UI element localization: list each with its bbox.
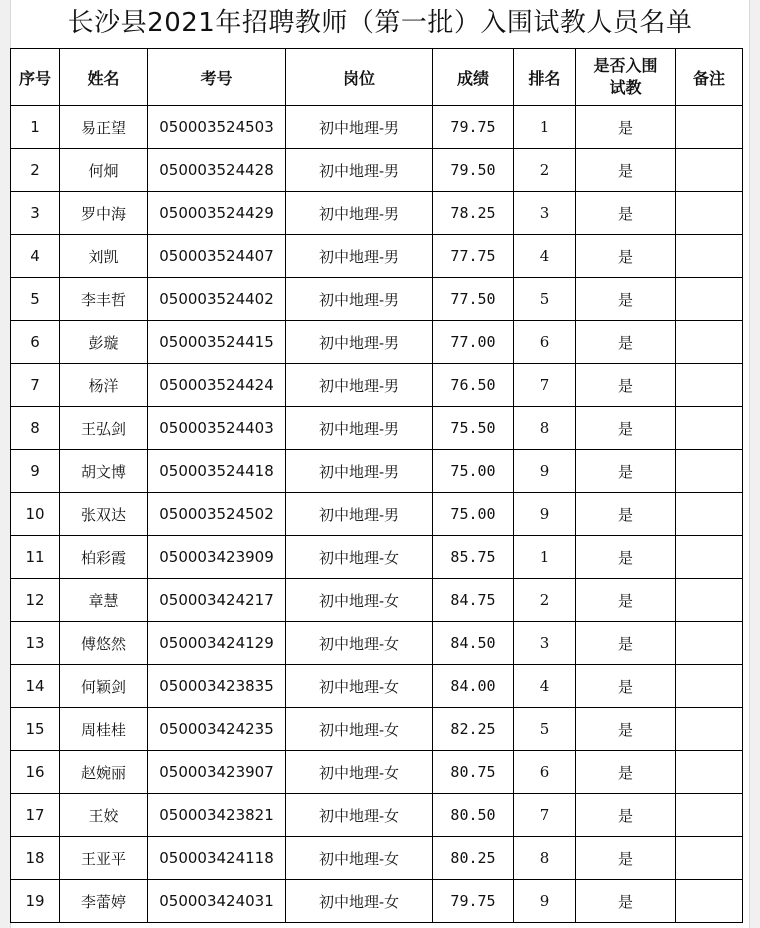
cell-index: 19: [11, 880, 60, 923]
cell-position: 初中地理-男: [286, 450, 433, 493]
cell-score: 84.00: [433, 665, 514, 708]
cell-name: 章慧: [60, 579, 148, 622]
cell-rank: 4: [514, 665, 576, 708]
cell-position: 初中地理-女: [286, 536, 433, 579]
cell-name: 何炯: [60, 149, 148, 192]
cell-score: 77.75: [433, 235, 514, 278]
table-row: [11, 192, 743, 235]
cell-rank: 9: [514, 493, 576, 536]
table-row: [11, 235, 743, 278]
cell-exam-no: 050003524403: [148, 407, 286, 450]
cell-index: 4: [11, 235, 60, 278]
cell-index: 6: [11, 321, 60, 364]
cell-score: 75.00: [433, 450, 514, 493]
cell-remarks: [676, 708, 743, 751]
cell-exam-no: 050003524429: [148, 192, 286, 235]
page-title: 长沙县2021年招聘教师（第一批）入围试教人员名单: [67, 8, 693, 38]
cell-shortlisted: 是: [576, 794, 676, 837]
right-margin: [749, 0, 760, 928]
cell-shortlisted: 是: [576, 665, 676, 708]
cell-name: 赵婉丽: [60, 751, 148, 794]
cell-index: 9: [11, 450, 60, 493]
cell-name: 周桂桂: [60, 708, 148, 751]
cell-rank: 5: [514, 278, 576, 321]
cell-score: 77.00: [433, 321, 514, 364]
cell-shortlisted: 是: [576, 192, 676, 235]
table-row: [11, 493, 743, 536]
cell-rank: 7: [514, 794, 576, 837]
header-rank: 排名: [514, 49, 576, 106]
cell-rank: 9: [514, 880, 576, 923]
table-row: [11, 579, 743, 622]
cell-remarks: [676, 450, 743, 493]
cell-exam-no: 050003424118: [148, 837, 286, 880]
cell-position: 初中地理-男: [286, 278, 433, 321]
cell-rank: 8: [514, 837, 576, 880]
table-row: [11, 149, 743, 192]
cell-shortlisted: 是: [576, 364, 676, 407]
cell-remarks: [676, 622, 743, 665]
cell-index: 5: [11, 278, 60, 321]
cell-index: 10: [11, 493, 60, 536]
cell-score: 84.50: [433, 622, 514, 665]
cell-exam-no: 050003423907: [148, 751, 286, 794]
cell-remarks: [676, 837, 743, 880]
cell-shortlisted: 是: [576, 708, 676, 751]
cell-shortlisted: 是: [576, 536, 676, 579]
cell-remarks: [676, 321, 743, 364]
header-remarks: 备注: [676, 49, 743, 106]
header-index: 序号: [11, 49, 60, 106]
cell-rank: 1: [514, 536, 576, 579]
cell-score: 76.50: [433, 364, 514, 407]
cell-position: 初中地理-男: [286, 407, 433, 450]
cell-name: 何颖剑: [60, 665, 148, 708]
cell-shortlisted: 是: [576, 321, 676, 364]
cell-remarks: [676, 579, 743, 622]
cell-score: 80.25: [433, 837, 514, 880]
cell-index: 3: [11, 192, 60, 235]
cell-shortlisted: 是: [576, 278, 676, 321]
cell-name: 彭璇: [60, 321, 148, 364]
table-row: [11, 536, 743, 579]
cell-index: 8: [11, 407, 60, 450]
cell-name: 胡文博: [60, 450, 148, 493]
cell-shortlisted: 是: [576, 493, 676, 536]
cell-rank: 3: [514, 192, 576, 235]
table-row: [11, 751, 743, 794]
cell-score: 79.75: [433, 106, 514, 149]
cell-index: 17: [11, 794, 60, 837]
cell-rank: 7: [514, 364, 576, 407]
cell-name: 李蕾婷: [60, 880, 148, 923]
cell-remarks: [676, 751, 743, 794]
cell-position: 初中地理-女: [286, 708, 433, 751]
cell-index: 11: [11, 536, 60, 579]
cell-remarks: [676, 364, 743, 407]
cell-name: 王亚平: [60, 837, 148, 880]
table-row: [11, 708, 743, 751]
cell-rank: 3: [514, 622, 576, 665]
cell-exam-no: 050003424235: [148, 708, 286, 751]
cell-shortlisted: 是: [576, 149, 676, 192]
cell-index: 13: [11, 622, 60, 665]
cell-name: 罗中海: [60, 192, 148, 235]
cell-position: 初中地理-男: [286, 192, 433, 235]
header-shortlisted-line1: 是否入围: [593, 56, 658, 75]
cell-remarks: [676, 665, 743, 708]
cell-remarks: [676, 880, 743, 923]
header-shortlisted-line2: 试教: [609, 78, 642, 97]
cell-position: 初中地理-女: [286, 622, 433, 665]
cell-shortlisted: 是: [576, 880, 676, 923]
cell-score: 75.50: [433, 407, 514, 450]
cell-index: 18: [11, 837, 60, 880]
cell-shortlisted: 是: [576, 450, 676, 493]
cell-shortlisted: 是: [576, 106, 676, 149]
cell-name: 杨洋: [60, 364, 148, 407]
cell-rank: 8: [514, 407, 576, 450]
cell-exam-no: 050003524407: [148, 235, 286, 278]
cell-remarks: [676, 407, 743, 450]
cell-exam-no: 050003524415: [148, 321, 286, 364]
cell-shortlisted: 是: [576, 751, 676, 794]
cell-rank: 6: [514, 321, 576, 364]
cell-rank: 1: [514, 106, 576, 149]
cell-score: 77.50: [433, 278, 514, 321]
cell-position: 初中地理-女: [286, 579, 433, 622]
cell-name: 王弘剑: [60, 407, 148, 450]
cell-score: 82.25: [433, 708, 514, 751]
cell-exam-no: 050003423835: [148, 665, 286, 708]
cell-rank: 6: [514, 751, 576, 794]
table-row: [11, 278, 743, 321]
table-row: [11, 407, 743, 450]
cell-score: 80.75: [433, 751, 514, 794]
cell-remarks: [676, 149, 743, 192]
header-exam-no: 考号: [148, 49, 286, 106]
cell-score: 80.50: [433, 794, 514, 837]
cell-exam-no: 050003524502: [148, 493, 286, 536]
cell-exam-no: 050003524424: [148, 364, 286, 407]
cell-position: 初中地理-女: [286, 665, 433, 708]
cell-exam-no: 050003424217: [148, 579, 286, 622]
cell-exam-no: 050003423821: [148, 794, 286, 837]
cell-index: 15: [11, 708, 60, 751]
header-score: 成绩: [433, 49, 514, 106]
cell-shortlisted: 是: [576, 235, 676, 278]
cell-exam-no: 050003524418: [148, 450, 286, 493]
cell-score: 79.50: [433, 149, 514, 192]
cell-name: 王姣: [60, 794, 148, 837]
cell-position: 初中地理-男: [286, 106, 433, 149]
cell-index: 2: [11, 149, 60, 192]
cell-rank: 5: [514, 708, 576, 751]
cell-position: 初中地理-女: [286, 837, 433, 880]
cell-index: 16: [11, 751, 60, 794]
cell-remarks: [676, 493, 743, 536]
cell-position: 初中地理-女: [286, 880, 433, 923]
cell-name: 张双达: [60, 493, 148, 536]
cell-index: 7: [11, 364, 60, 407]
cell-index: 1: [11, 106, 60, 149]
cell-rank: 9: [514, 450, 576, 493]
candidate-table: [10, 48, 743, 923]
table-header-row: [11, 49, 743, 106]
cell-position: 初中地理-女: [286, 794, 433, 837]
header-shortlisted: [576, 49, 676, 106]
cell-remarks: [676, 192, 743, 235]
table-row: [11, 450, 743, 493]
cell-score: 75.00: [433, 493, 514, 536]
table-row: [11, 364, 743, 407]
header-position: 岗位: [286, 49, 433, 106]
cell-remarks: [676, 536, 743, 579]
cell-position: 初中地理-男: [286, 149, 433, 192]
cell-score: 78.25: [433, 192, 514, 235]
cell-remarks: [676, 278, 743, 321]
cell-rank: 4: [514, 235, 576, 278]
cell-rank: 2: [514, 149, 576, 192]
cell-remarks: [676, 794, 743, 837]
cell-index: 14: [11, 665, 60, 708]
cell-exam-no: 050003524402: [148, 278, 286, 321]
table-row: [11, 106, 743, 149]
cell-shortlisted: 是: [576, 837, 676, 880]
cell-position: 初中地理-男: [286, 235, 433, 278]
cell-exam-no: 050003423909: [148, 536, 286, 579]
cell-shortlisted: 是: [576, 407, 676, 450]
cell-position: 初中地理-女: [286, 751, 433, 794]
cell-position: 初中地理-男: [286, 493, 433, 536]
cell-index: 12: [11, 579, 60, 622]
cell-name: 柏彩霞: [60, 536, 148, 579]
cell-exam-no: 050003524503: [148, 106, 286, 149]
cell-remarks: [676, 235, 743, 278]
cell-shortlisted: 是: [576, 579, 676, 622]
table-body: [11, 106, 743, 923]
cell-exam-no: 050003524428: [148, 149, 286, 192]
table-row: [11, 622, 743, 665]
header-name: 姓名: [60, 49, 148, 106]
table-row: [11, 321, 743, 364]
table-row: [11, 880, 743, 923]
cell-exam-no: 050003424129: [148, 622, 286, 665]
cell-name: 李丰哲: [60, 278, 148, 321]
table-row: [11, 794, 743, 837]
cell-position: 初中地理-男: [286, 364, 433, 407]
cell-shortlisted: 是: [576, 622, 676, 665]
cell-score: 85.75: [433, 536, 514, 579]
cell-rank: 2: [514, 579, 576, 622]
table-row: [11, 665, 743, 708]
cell-exam-no: 050003424031: [148, 880, 286, 923]
cell-score: 79.75: [433, 880, 514, 923]
cell-remarks: [676, 106, 743, 149]
cell-position: 初中地理-男: [286, 321, 433, 364]
cell-name: 刘凯: [60, 235, 148, 278]
cell-score: 84.75: [433, 579, 514, 622]
cell-name: 易正望: [60, 106, 148, 149]
cell-name: 傅悠然: [60, 622, 148, 665]
table-row: [11, 837, 743, 880]
